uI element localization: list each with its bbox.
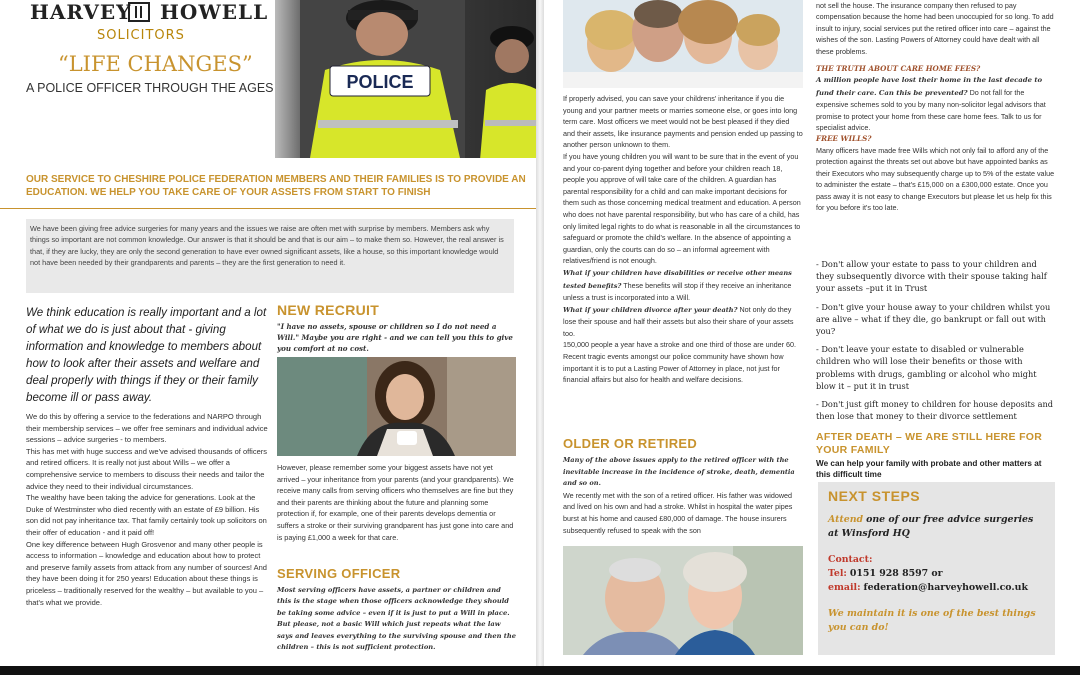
right-column-2 [816, 0, 1056, 213]
page-subtitle: A POLICE OFFICER THROUGH THE AGES [26, 81, 274, 95]
service-heading: OUR SERVICE TO CHESHIRE POLICE FEDERATION MEMBERS AND THEIR FAMILIES IS TO PROVIDE AN EDUCATION. WE HELP YOU TAKE CARE OF YOUR ASSETS FROM START TO FINISH [26, 174, 526, 198]
vest-police-text: POLICE [346, 72, 414, 92]
paragraph: The wealthy have been taking the advice for generations. Look at the Duke of Westminster who died recently with an estate of £9 billion. His son did not pay inheritance tax. That family certainly took up solicitors on their offer of education - and it paid off! [26, 493, 267, 537]
tel-number: 0151 928 8597 or [849, 568, 943, 579]
paragraph: If you have young children you will want to be sure that in the event of you and your co-parent dying together and before your children reach 18, people you approve of will take care of the children. A guardian has parental responsibility for a child and can make important decisions for them such as those concerning medical treatment and education. A person who does not have parental responsibility, but who has care of a child, has only limited legal rights to do what is reasonable in all the circumstances to safeguard or promote the child's welfare. In the absence of appointing a guardian, only the courts can do so – an informal agreement with relatives/friend is not enough. [563, 151, 801, 266]
left-column-text [26, 411, 269, 661]
donts-list [816, 258, 1056, 428]
paragraph: We recently met with the son of a retired officer. His father was widowed and lived on his own and had a stroke. Whilst in hospital the water pipes burst at his home and caused £80,000 of damage. The house insurers subsequently refused to speak with the son [563, 490, 793, 535]
after-death-heading: AFTER DEATH – WE ARE STILL HERE FOR YOUR FAMILY [816, 431, 1043, 456]
older-retired-text [563, 455, 803, 536]
right-column-1 [563, 93, 803, 386]
paragraph [563, 304, 803, 340]
list-item: - Don't allow your estate to pass to your children and they subsequently divorce with their spouse taking half your assets –put it in Trust [816, 259, 1047, 294]
care-fees-heading: THE TRUTH ABOUT CARE HOME FEES? [816, 64, 981, 74]
answer: Not only do they lose their spouse and half their assets but also their share of your assets too. [563, 304, 794, 338]
brand-panel [0, 0, 275, 158]
page-gutter [536, 0, 544, 666]
contact-label: Contact: [828, 554, 873, 565]
serving-officer-heading: SERVING OFFICER [277, 566, 401, 581]
tel-line [828, 567, 1045, 581]
care-lead: A million people have lost their home in the last decade to fund their care. Can this be prevented? [816, 76, 1043, 97]
intro-box: We have been giving free advice surgeries for many years and the issues we raise are often met with surprise by members. Members ask why things so important are not common knowledge. Our answer is that it should be and that is our aim – to make them so. However, the real answer is that, if they are lucky, they are only the second generation to have ever owned significant assets, like a house, so this important knowledge would not have been needed by their grandparents and parents – they are the first generation to need it. [26, 219, 514, 293]
paragraph: Many of the above issues apply to the retired officer with the inevitable increase in the incidence of stroke, death, dementia and so on. [563, 456, 795, 488]
lead-paragraph: We think education is really important and a lot of what we do is just about that - giving information and knowledge to members about how to look after their assets and welfare and deal properly with things if they or their family become ill or pass away. [26, 306, 267, 404]
new-recruit-heading: NEW RECRUIT [277, 302, 380, 318]
logo-name-right: HOWELL [160, 0, 269, 24]
logo-emblem-icon [128, 2, 150, 22]
logo-name-left: HARVEY [30, 0, 132, 24]
email-line [828, 581, 1045, 595]
answer: These benefits will stop if they receive an inheritance unless a trust is incorporated into a Will. [563, 280, 792, 303]
list-item: - Don't leave your estate to disabled or vulnerable children who will lose their benefits or those with problems with drugs, gambling or alcohol who might blow it – put it in trust [816, 344, 1037, 391]
attend-line [828, 513, 1045, 541]
after-death-text: We can help your family with probate and other matters at this difficult time [816, 459, 1042, 479]
new-recruit-text: However, please remember some your biggest assets have not yet arrived – your inheritance from your parents (and your grandparents). We receive many calls from serving officers who themselves are fine but they and their parents are thinking about the future and planning some protection if, for example, one of their parents develops dementia or suffers a stroke or their surviving grandparent has just gone into care and is paying £1,000 a week for that care. [277, 463, 514, 542]
divider [0, 208, 536, 209]
second-officer-image [480, 20, 536, 158]
attend-rest: one of our free advice surgeries at Winsford HQ [828, 514, 1034, 539]
attend-word: Attend [828, 514, 864, 525]
family-image [563, 0, 803, 88]
paragraph: 150,000 people a year have a stroke and one third of those are under 60. Recent tragic events amongst our police community have shown how important it is to put a Lasting Power of Attorney in place, not just for financial affairs but also for health and welfare decisions. [563, 340, 796, 385]
new-recruit-quote: "I have no assets, spouse or children so I do not need a Will." Maybe you are right - and we can tell you this to give you comfort at no cost. [277, 322, 513, 353]
tel-label: Tel: [828, 568, 847, 579]
paragraph: This has met with huge success and we've advised thousands of officers and retired officers. It is really not just about Wills – we offer a comprehensive service to members to discuss their needs and tailor the advice they need to their individual circumstances. [26, 446, 268, 491]
list-item: - Don't just gift money to children for house deposits and then lose that money to their divorce settlement [816, 399, 1053, 422]
free-wills-heading: FREE WILLS? [816, 134, 872, 144]
paragraph: Many officers have made free Wills which not only fail to afford any of the protection against the threats set out above but have appointed banks as their Executors who may subsequently charge up to 5% of the estate value to administer the estate – that's £15,000 on a £300,000 estate. Once you pass away it is not easy to change Executors but please let us help fix this for you before it's too late. [816, 145, 1055, 212]
page-title: “LIFE CHANGES” [58, 52, 253, 76]
woman-with-coffee-image [277, 357, 516, 456]
care-text: Do not fall for the expensive schemes sold to you by many non-solicitor legal advisors that promise to protect your home from these care home fees. Talk to us for specialist advice. [816, 87, 1046, 133]
paragraph: We do this by offering a service to the federations and NARPO through their membership services – we offer free seminars and individual advice sessions – advice surgeries - to members. [26, 412, 268, 445]
question: What if your children divorce after your death? [563, 305, 738, 314]
header-photo [0, 0, 536, 158]
police-officer-image [300, 0, 465, 158]
logo-subtitle: SOLICITORS [97, 28, 185, 43]
paragraph [816, 74, 1056, 133]
paragraph [563, 267, 803, 304]
question: What if your children have disabilities or receive other means tested benefits? [563, 268, 792, 290]
list-item: - Don't give your house away to your children whilst you are alive – what if they die, go bankrupt or fall out with you? [816, 301, 1051, 337]
bottom-bar [0, 666, 1080, 675]
next-steps-box [818, 482, 1055, 655]
paragraph: One key difference between Hugh Grosvenor and many other people is access to information – knowledge and education about how to protect and preserve family assets from attack from any number of sources! And they have been doing it for 250 years! Education about these things is priceless – traditionally reserved for the wealthy – but available to you – that's what we provide. [26, 539, 267, 607]
email-address[interactable]: federation@harveyhowell.co.uk [863, 582, 1028, 593]
closing-line: We maintain it is one of the best things you can do! [828, 608, 1036, 633]
next-steps-heading: NEXT STEPS [828, 488, 921, 504]
retired-couple-image [563, 546, 803, 655]
paragraph: not sell the house. The insurance company then refused to pay compensation because the home had been unoccupied for so long. To add insult to injury, social services put the retired officer into care – against the wishes of the son. Lasting Powers of Attorney could have dealt with all these problems. [816, 1, 1054, 56]
paragraph: If properly advised, you can save your childrens' inheritance if you die young and your partner meets or marries someone else, or goes into long term care. Most officers we meet would not be best pleased if they died and their assets, like insurance payments and pension ended up passing to another person unknown to them. [563, 94, 803, 150]
serving-officer-text: Most serving officers have assets, a partner or children and this is the stage when those officers acknowledge they should be taking some advice – even if it is just to put a Will in place. But please, not a basic Will which just repeats what the law says and leaves everything to the surviving spouse and then the children – this is not sufficient protection. [277, 586, 516, 652]
email-label: email: [828, 582, 861, 593]
older-retired-heading: OLDER OR RETIRED [563, 436, 698, 451]
